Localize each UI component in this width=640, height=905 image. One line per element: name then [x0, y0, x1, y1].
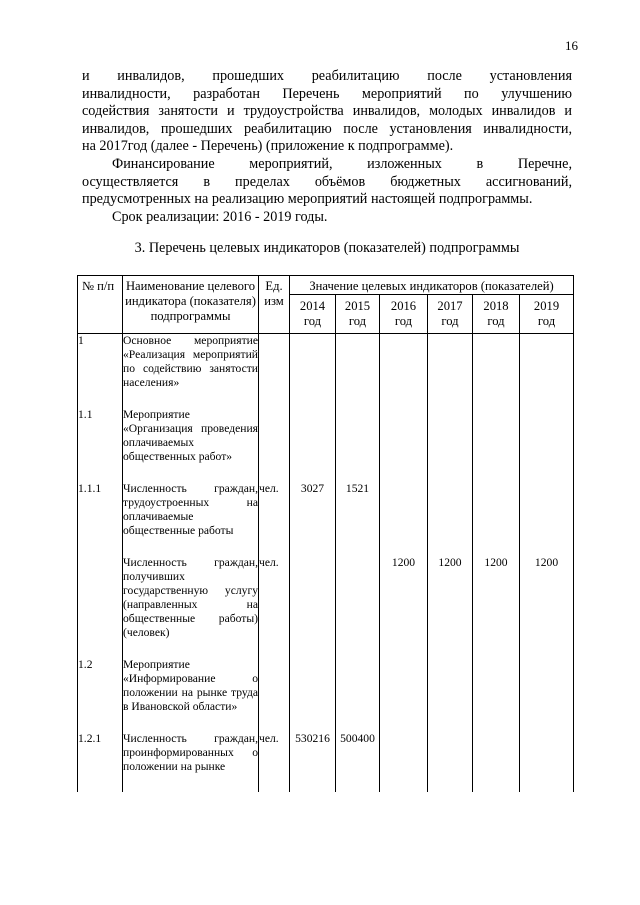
row-name: Численность граждан, проинформированных о положении на рынке [123, 714, 259, 792]
header-num: № п/п [78, 276, 123, 334]
paragraph-line: инвалидности, разработан Перечень мероприятий по улучшению [82, 85, 572, 102]
row-unit [259, 390, 290, 464]
row-value: 1200 [428, 538, 473, 640]
header-unit: Ед. изм [259, 276, 290, 334]
row-value [336, 640, 380, 714]
row-num: 1.2.1 [78, 714, 123, 792]
row-value [520, 640, 574, 714]
table-row [78, 640, 574, 714]
row-num [78, 538, 123, 640]
row-unit [259, 334, 290, 391]
row-num: 1.2 [78, 640, 123, 714]
row-value [428, 390, 473, 464]
paragraph-line: Финансирование мероприятий, изложенных в Перечне, [112, 155, 572, 172]
row-value: 1200 [380, 538, 428, 640]
section-title: 3. Перечень целевых индикаторов (показателей) подпрограммы [134, 240, 520, 256]
paragraph-line: предусмотренных на реализацию мероприятий настоящей подпрограммы. [82, 191, 533, 208]
header-year: 2015 год [336, 295, 380, 334]
header-name: Наименование целевого индикатора (показателя) подпрограммы [123, 276, 259, 334]
header-year: 2016 год [380, 295, 428, 334]
row-unit: чел. [259, 464, 290, 538]
row-value [473, 640, 520, 714]
paragraph-line: на 2017год (далее - Перечень) (приложение к подпрограмме). [82, 138, 454, 155]
row-unit: чел. [259, 714, 290, 792]
row-value [380, 390, 428, 464]
row-value [380, 640, 428, 714]
row-value: 1200 [473, 538, 520, 640]
row-name: Численность граждан, получивших государственную услугу (направленных на общественные работы) (человек) [123, 538, 259, 640]
header-year: 2017 год [428, 295, 473, 334]
row-value [473, 464, 520, 538]
row-value [428, 714, 473, 792]
row-value [428, 334, 473, 391]
row-value [380, 464, 428, 538]
paragraph-line: осуществляется в пределах объёмов бюджетных ассигнований, [82, 173, 572, 190]
row-value [336, 334, 380, 391]
row-value [473, 334, 520, 391]
header-year: 2019 год [520, 295, 574, 334]
row-value [290, 640, 336, 714]
row-value: 530216 [290, 714, 336, 792]
row-value [428, 464, 473, 538]
row-value [290, 390, 336, 464]
row-value [520, 390, 574, 464]
table-row [78, 714, 574, 792]
row-value [473, 714, 520, 792]
header-year: 2018 год [473, 295, 520, 334]
indicators-table [77, 275, 574, 792]
table-row [78, 390, 574, 464]
paragraph-line: содействия занятости и трудоустройства инвалидов, молодых инвалидов и [82, 103, 572, 120]
row-unit [259, 640, 290, 714]
row-value [473, 390, 520, 464]
row-name: Численность граждан, трудоустроенных на оплачиваемые общественные работы [123, 464, 259, 538]
row-value [520, 464, 574, 538]
paragraph-line: инвалидов, прошедших реабилитацию после установления инвалидности, [82, 120, 572, 137]
table-row [78, 464, 574, 538]
table-row [78, 538, 574, 640]
row-name: Мероприятие «Организация проведения оплачиваемых общественных работ» [123, 390, 259, 464]
paragraph-line: Срок реализации: 2016 - 2019 годы. [112, 208, 328, 225]
table-row [78, 334, 574, 391]
row-unit: чел. [259, 538, 290, 640]
row-value [428, 640, 473, 714]
body-text [82, 68, 572, 226]
row-value: 1521 [336, 464, 380, 538]
row-value [336, 390, 380, 464]
row-value: 1200 [520, 538, 574, 640]
row-value: 500400 [336, 714, 380, 792]
header-year: 2014 год [290, 295, 336, 334]
paragraph-line: и инвалидов, прошедших реабилитацию после установления [82, 68, 572, 84]
row-num: 1 [78, 334, 123, 391]
row-name: Мероприятие «Информирование о положении на рынке труда в Ивановской области» [123, 640, 259, 714]
row-value [520, 714, 574, 792]
row-value: 3027 [290, 464, 336, 538]
row-value [380, 714, 428, 792]
page-number: 16 [565, 38, 578, 53]
row-num: 1.1.1 [78, 464, 123, 538]
row-name: Основное мероприятие «Реализация мероприятий по содействию занятости населения» [123, 334, 258, 389]
row-value [380, 334, 428, 391]
row-value [520, 334, 574, 391]
header-values-group: Значение целевых индикаторов (показателей) [290, 276, 574, 295]
row-value [336, 538, 380, 640]
row-num: 1.1 [78, 390, 123, 464]
row-value [290, 334, 336, 391]
row-value [290, 538, 336, 640]
